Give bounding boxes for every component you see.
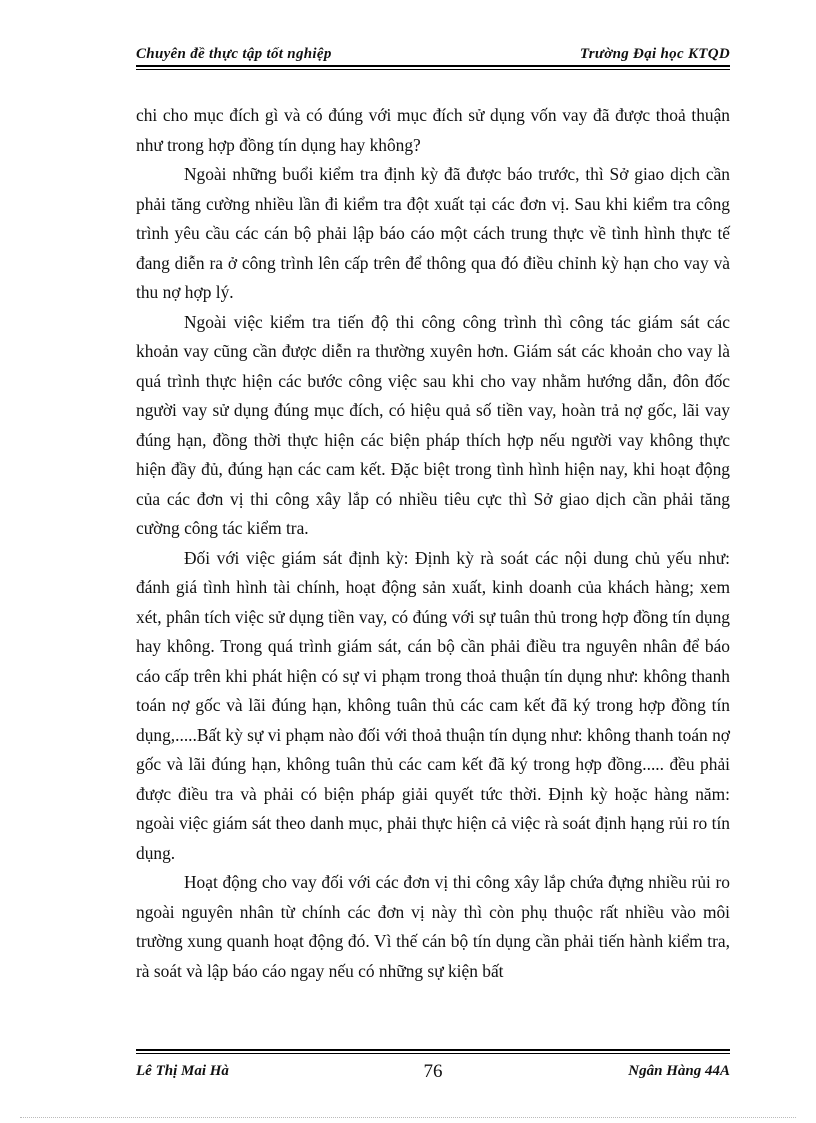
header-university: Trường Đại học KTQD (579, 46, 730, 62)
header-divider (136, 65, 730, 67)
page-body (136, 101, 730, 986)
paragraph: Ngoài việc kiểm tra tiến độ thi công công trình thì công tác giám sát các khoản vay cũng cần được diễn ra thường xuyên hơn. Giám sát các khoản cho vay là quá trình thực hiện các bước công việc sau khi cho vay nhằm hướng dẫn, đôn đốc người vay sử dụng đúng mục đích, có hiệu quả số tiền vay, hoàn trả nợ gốc, lãi vay đúng hạn, đồng thời thực hiện các biện pháp thích hợp nếu người vay không thực hiện đầy đủ, đúng hạn các cam kết. Đặc biệt trong tình hình hiện nay, khi hoạt động của các đơn vị thi công xây lắp có nhiều tiêu cực thì Sở giao dịch cần phải tăng cường công tác kiểm tra. (136, 311, 730, 538)
page-header (136, 44, 730, 68)
paragraph: Hoạt động cho vay đối với các đơn vị thi công xây lắp chứa đựng nhiều rủi ro ngoài nguyên nhân từ chính các đơn vị này thì còn phụ thuộc rất nhiều vào môi trường xung quanh hoạt động đó. Vì thế cán bộ tín dụng cần phải tiến hành kiểm tra, rà soát và lập báo cáo ngay nếu có những sự kiện bất (136, 872, 730, 981)
page-number: 76 (423, 1061, 443, 1082)
footer-divider-thin (136, 1053, 730, 1054)
page-edge-dotted-line (20, 1117, 796, 1118)
paragraph: chi cho mục đích gì và có đúng với mục đích sử dụng vốn vay đã được thoả thuận như trong hợp đồng tín dụng hay không? (136, 105, 730, 155)
footer-class: Ngân Hàng 44A (628, 1063, 730, 1079)
page-footer (136, 1049, 730, 1089)
paragraph: Ngoài những buổi kiểm tra định kỳ đã được báo trước, thì Sở giao dịch cần phải tăng cường nhiều lần đi kiểm tra đột xuất tại các đơn vị. Sau khi kiểm tra công trình yêu cầu các cán bộ phải lập báo cáo một cách trung thực về tình hình thực tế đang diễn ra ở công trình lên cấp trên để thông qua đó điều chỉnh kỳ hạn cho vay và thu nợ hợp lý. (136, 164, 730, 302)
footer-author: Lê Thị Mai Hà (136, 1063, 229, 1079)
header-thesis-title: Chuyên đề thực tập tốt nghiệp (136, 46, 332, 62)
paragraph: Đối với việc giám sát định kỳ: Định kỳ rà soát các nội dung chủ yếu như: đánh giá tình hình tài chính, hoạt động sản xuất, kinh doanh của khách hàng; xem xét, phân tích việc sử dụng tiền vay, có đúng với sự tuân thủ trong hợp đồng tín dụng hay không. Trong quá trình giám sát, cán bộ cần phải điều tra nguyên nhân để báo cáo cấp trên khi phát hiện có sự vi phạm trong thoả thuận tín dụng như: không thanh toán nợ gốc và lãi đúng hạn, không tuân thủ các cam kết đã ký trong hợp đồng tín dụng,.....Bất kỳ sự vi phạm nào đối với thoả thuận tín dụng như: không thanh toán nợ gốc và lãi đúng hạn, không tuân thủ các cam kết đã ký trong hợp đồng..... đều phải được điều tra và phải có biện pháp giải quyết tức thời. Định kỳ hoặc hàng năm: ngoài việc giám sát theo danh mục, phải thực hiện cả việc rà soát định hạng rủi ro tín dụng. (136, 547, 730, 863)
header-divider-thin (136, 69, 730, 70)
footer-divider (136, 1049, 730, 1051)
